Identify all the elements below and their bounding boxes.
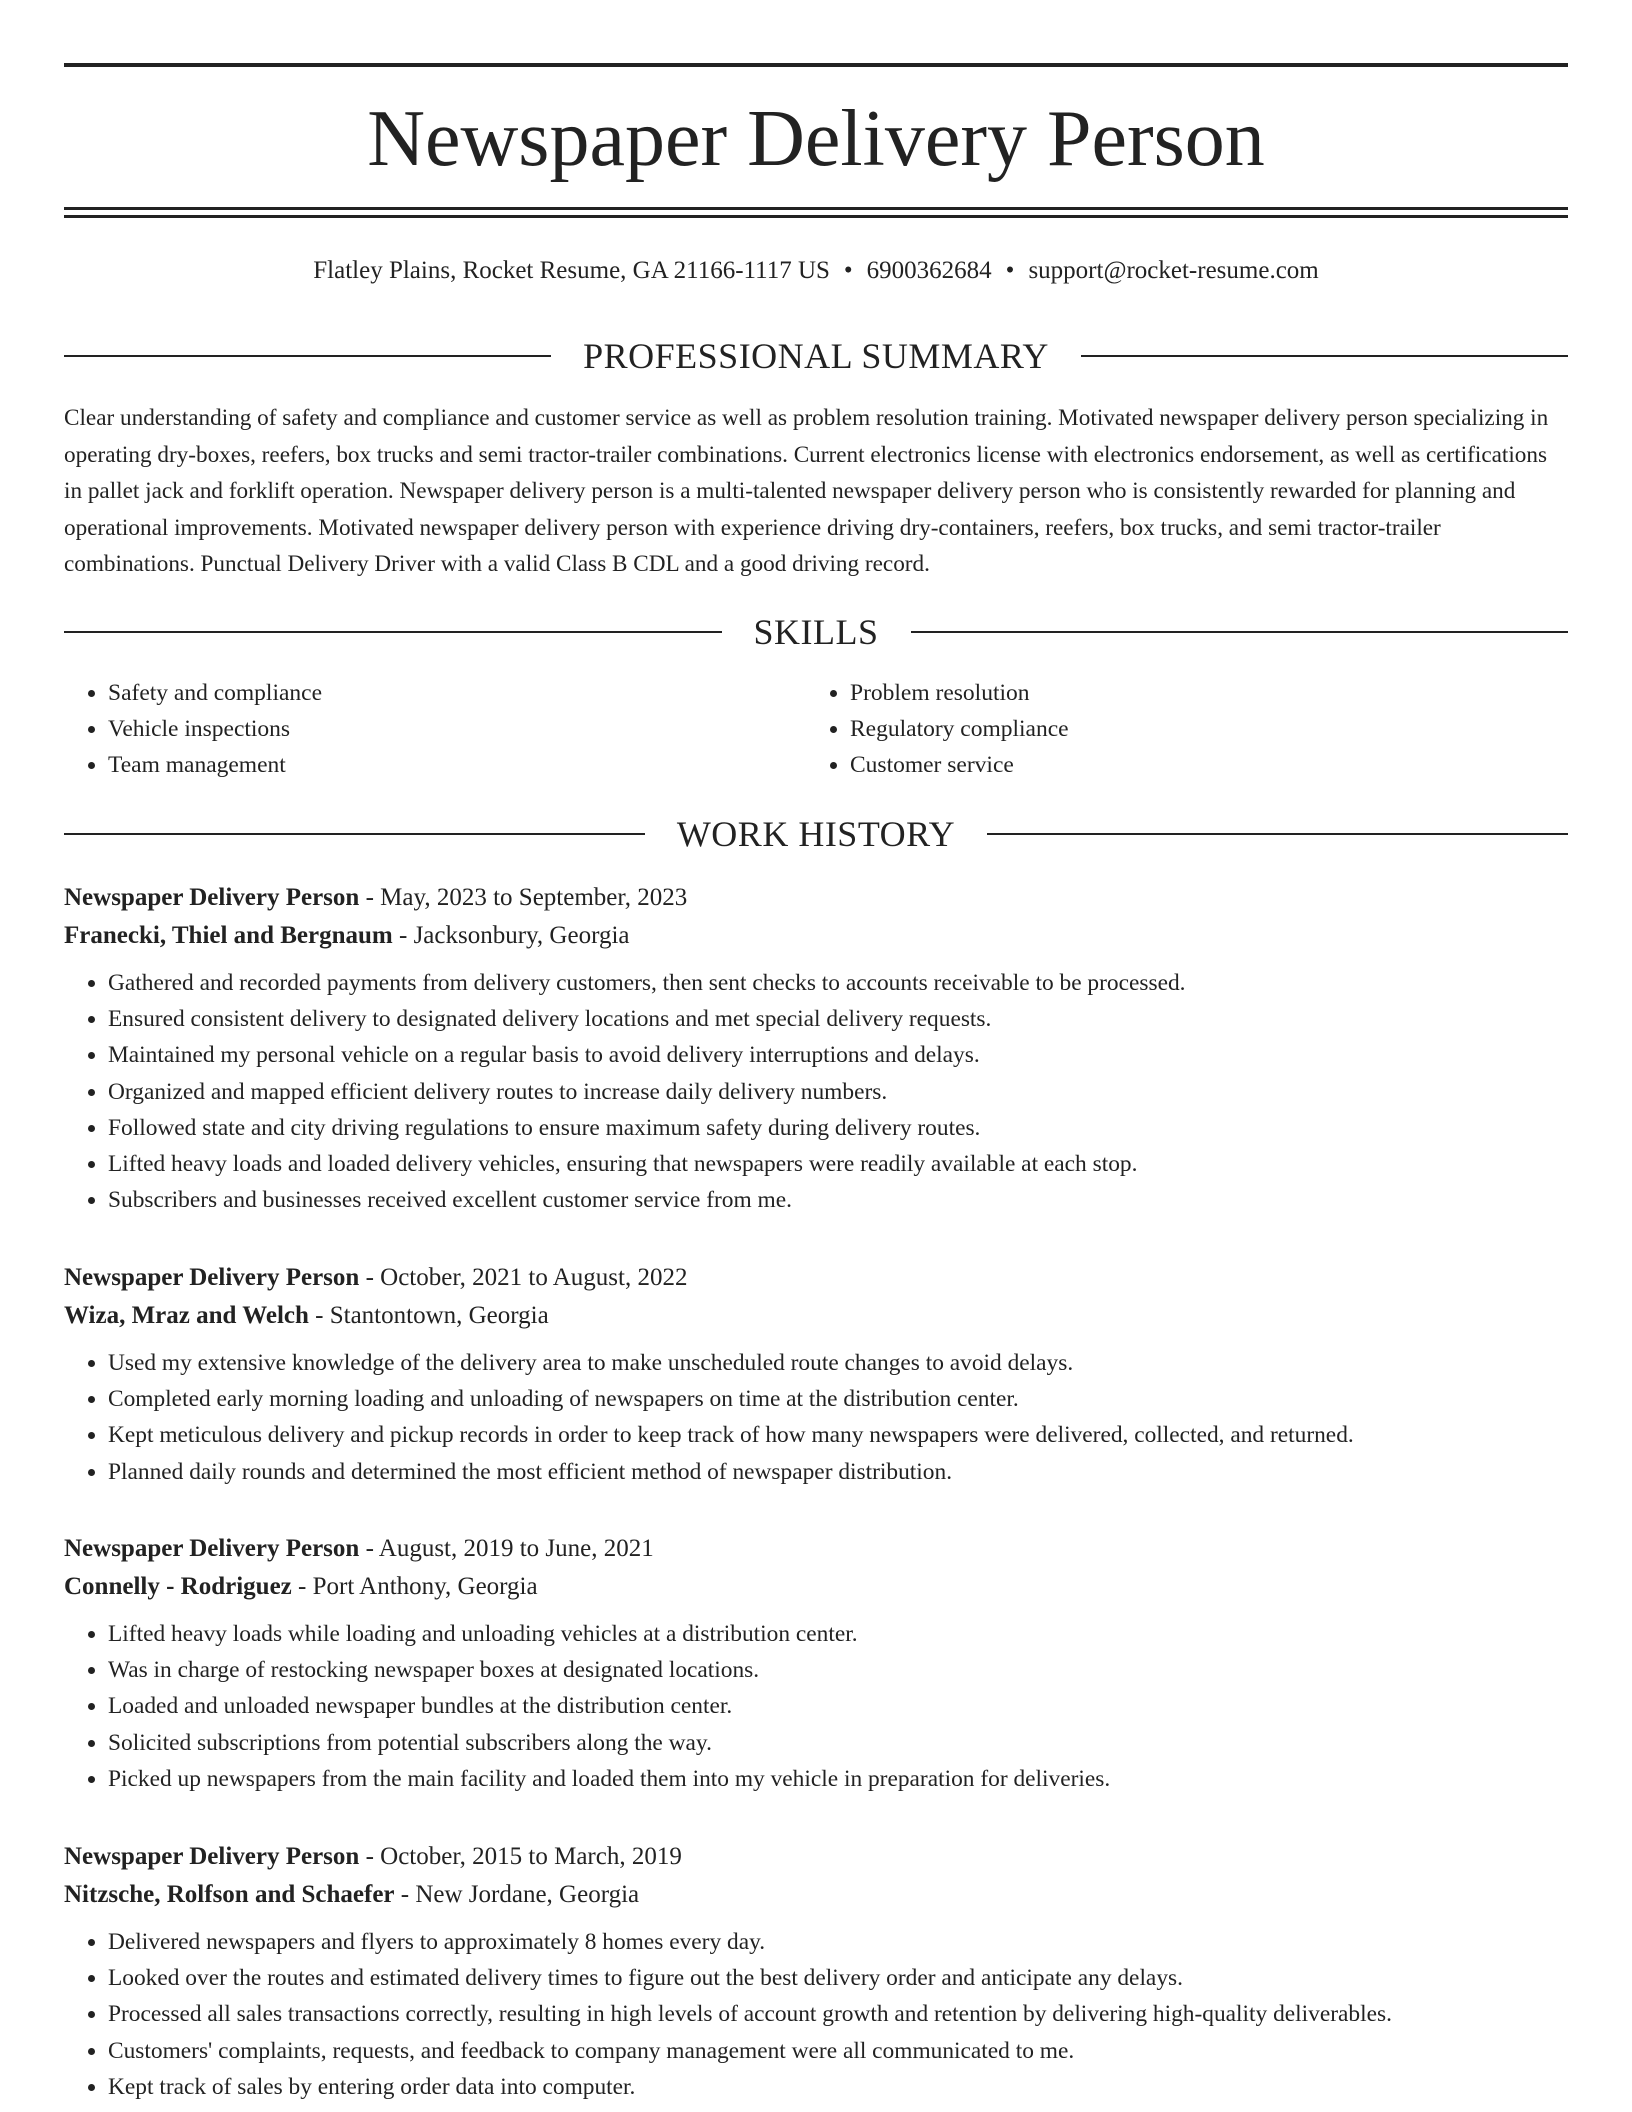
job-bullets [64,1616,1568,1797]
summary-heading-label: PROFESSIONAL SUMMARY [583,336,1049,376]
heading-rule [64,833,645,835]
summary-text: Clear understanding of safety and compliance and customer service as well as problem resolution training. Motivated newspaper delivery person specializing in operating dry-boxes, reefers, box trucks and semi tractor-trailer combinations. Current electronics license with electronics endorsement, as well as certifications in pallet jack and forklift operation. Newspaper delivery person is a multi-talented newspaper delivery person who is consistently rewarded for planning and operational improvements. Motivated newspaper delivery person with experience driving dry-containers, reefers, box trucks, and semi tractor-trailer combinations. Punctual Delivery Driver with a valid Class B CDL and a good driving record. [64,405,1549,577]
job-title-line [64,1530,1568,1568]
job-bullet: • Organized and mapped efficient delivery routes to increase daily delivery numbers. [108,1074,1568,1110]
job-bullets [64,965,1568,1218]
heading-rule [911,631,1569,633]
job-title-line [64,1259,1568,1297]
skill-item: • Vehicle inspections [108,711,806,747]
contact-address: Flatley Plains, Rocket Resume, GA 21166-1117 US [313,257,830,284]
skill-item: • Regulatory compliance [850,711,1548,747]
job-bullet: • Followed state and city driving regulations to ensure maximum safety during delivery routes. [108,1110,1568,1146]
job-bullet: • Gathered and recorded payments from delivery customers, then sent checks to accounts receivable to be processed. [108,965,1568,1001]
job-bullet: • Lifted heavy loads while loading and unloading vehicles at a distribution center. [108,1616,1568,1652]
contact-separator: • [1005,257,1015,284]
job-company: Franecki, Thiel and Bergnaum [64,922,393,949]
job-bullet: • Solicited subscriptions from potential subscribers along the way. [108,1725,1568,1761]
heading-rule [64,631,722,633]
job-bullet: • Customers' complaints, requests, and feedback to company management were all communicated to me. [108,2033,1568,2069]
heading-rule [1081,355,1568,357]
skill-item: • Team management [108,747,806,783]
job-location: - Port Anthony, Georgia [291,1573,538,1600]
job-bullet: • Looked over the routes and estimated delivery times to figure out the best delivery order and anticipate any delays. [108,1960,1568,1996]
job-company-line [64,1876,1568,1914]
job-bullet: • Completed early morning loading and unloading of newspapers on time at the distribution center. [108,1381,1568,1417]
job-bullet: • Delivered newspapers and flyers to approximately 8 homes every day. [108,1924,1568,1960]
job-company-line [64,1568,1568,1606]
job-company-line [64,917,1568,955]
skills-column-left [64,675,806,783]
job-location: - Jacksonbury, Georgia [392,922,630,949]
job-location: - Stantontown, Georgia [308,1302,549,1329]
job-dates: - October, 2015 to March, 2019 [359,1843,682,1870]
skill-item: • Problem resolution [850,675,1548,711]
job-bullet: • Processed all sales transactions correctly, resulting in high levels of account growth and retention by delivering high-quality deliverables. [108,1996,1568,2032]
job-title: Newspaper Delivery Person [64,1843,360,1870]
skills-column-right [806,675,1548,783]
skills-list [64,675,1568,783]
top-rule [64,63,1568,67]
job-bullet: • Planned daily rounds and determined the most efficient method of newspaper distribution. [108,1454,1568,1490]
skills-heading-label: SKILLS [753,612,879,652]
work-heading [64,812,1568,856]
contact-separator: • [843,257,853,284]
job-bullets [64,1345,1568,1490]
job-location: - New Jordane, Georgia [394,1881,640,1908]
page-title: Newspaper Delivery Person [367,95,1265,183]
heading-rule [64,355,551,357]
job-bullet: • Loaded and unloaded newspaper bundles at the distribution center. [108,1688,1568,1724]
job-title: Newspaper Delivery Person [64,1264,360,1291]
job-bullet: • Ensured consistent delivery to designated delivery locations and met special delivery requests. [108,1001,1568,1037]
job-title-line [64,879,1568,917]
summary-heading [64,334,1568,378]
contact-phone: 6900362684 [866,257,992,284]
job-company: Connelly - Rodriguez [64,1573,292,1600]
skill-item: • Safety and compliance [108,675,806,711]
job-entry [64,879,1568,1218]
heading-rule [987,833,1568,835]
job-bullet: • Kept meticulous delivery and pickup records in order to keep track of how many newspapers were delivered, collected, and returned. [108,1417,1568,1453]
job-dates: - May, 2023 to September, 2023 [359,884,688,911]
contact-line [64,254,1568,288]
job-entry [64,1530,1568,1797]
contact-email: support@rocket-resume.com [1028,257,1319,284]
job-entry [64,1838,1568,2105]
job-dates: - October, 2021 to August, 2022 [359,1264,688,1291]
work-heading-label: WORK HISTORY [676,814,956,854]
job-company-line [64,1297,1568,1335]
skills-heading [64,610,1568,654]
job-bullet: • Used my extensive knowledge of the delivery area to make unscheduled route changes to avoid delays. [108,1345,1568,1381]
job-bullet: • Was in charge of restocking newspaper boxes at designated locations. [108,1652,1568,1688]
job-bullet: • Kept track of sales by entering order data into computer. [108,2069,1568,2105]
job-title: Newspaper Delivery Person [64,884,360,911]
job-bullet: • Maintained my personal vehicle on a regular basis to avoid delivery interruptions and delays. [108,1037,1568,1073]
job-bullet: • Subscribers and businesses received excellent customer service from me. [108,1182,1568,1218]
job-company: Nitzsche, Rolfson and Schaefer [64,1881,395,1908]
job-title-line [64,1838,1568,1876]
job-company: Wiza, Mraz and Welch [64,1302,309,1329]
job-entry [64,1259,1568,1490]
job-title: Newspaper Delivery Person [64,1535,360,1562]
title-double-rule [64,207,1568,218]
job-bullet: • Picked up newspapers from the main facility and loaded them into my vehicle in preparation for deliveries. [108,1761,1568,1797]
job-bullets [64,1924,1568,2105]
job-dates: - August, 2019 to June, 2021 [359,1535,654,1562]
skill-item: • Customer service [850,747,1548,783]
job-bullet: • Lifted heavy loads and loaded delivery vehicles, ensuring that newspapers were readily available at each stop. [108,1146,1568,1182]
